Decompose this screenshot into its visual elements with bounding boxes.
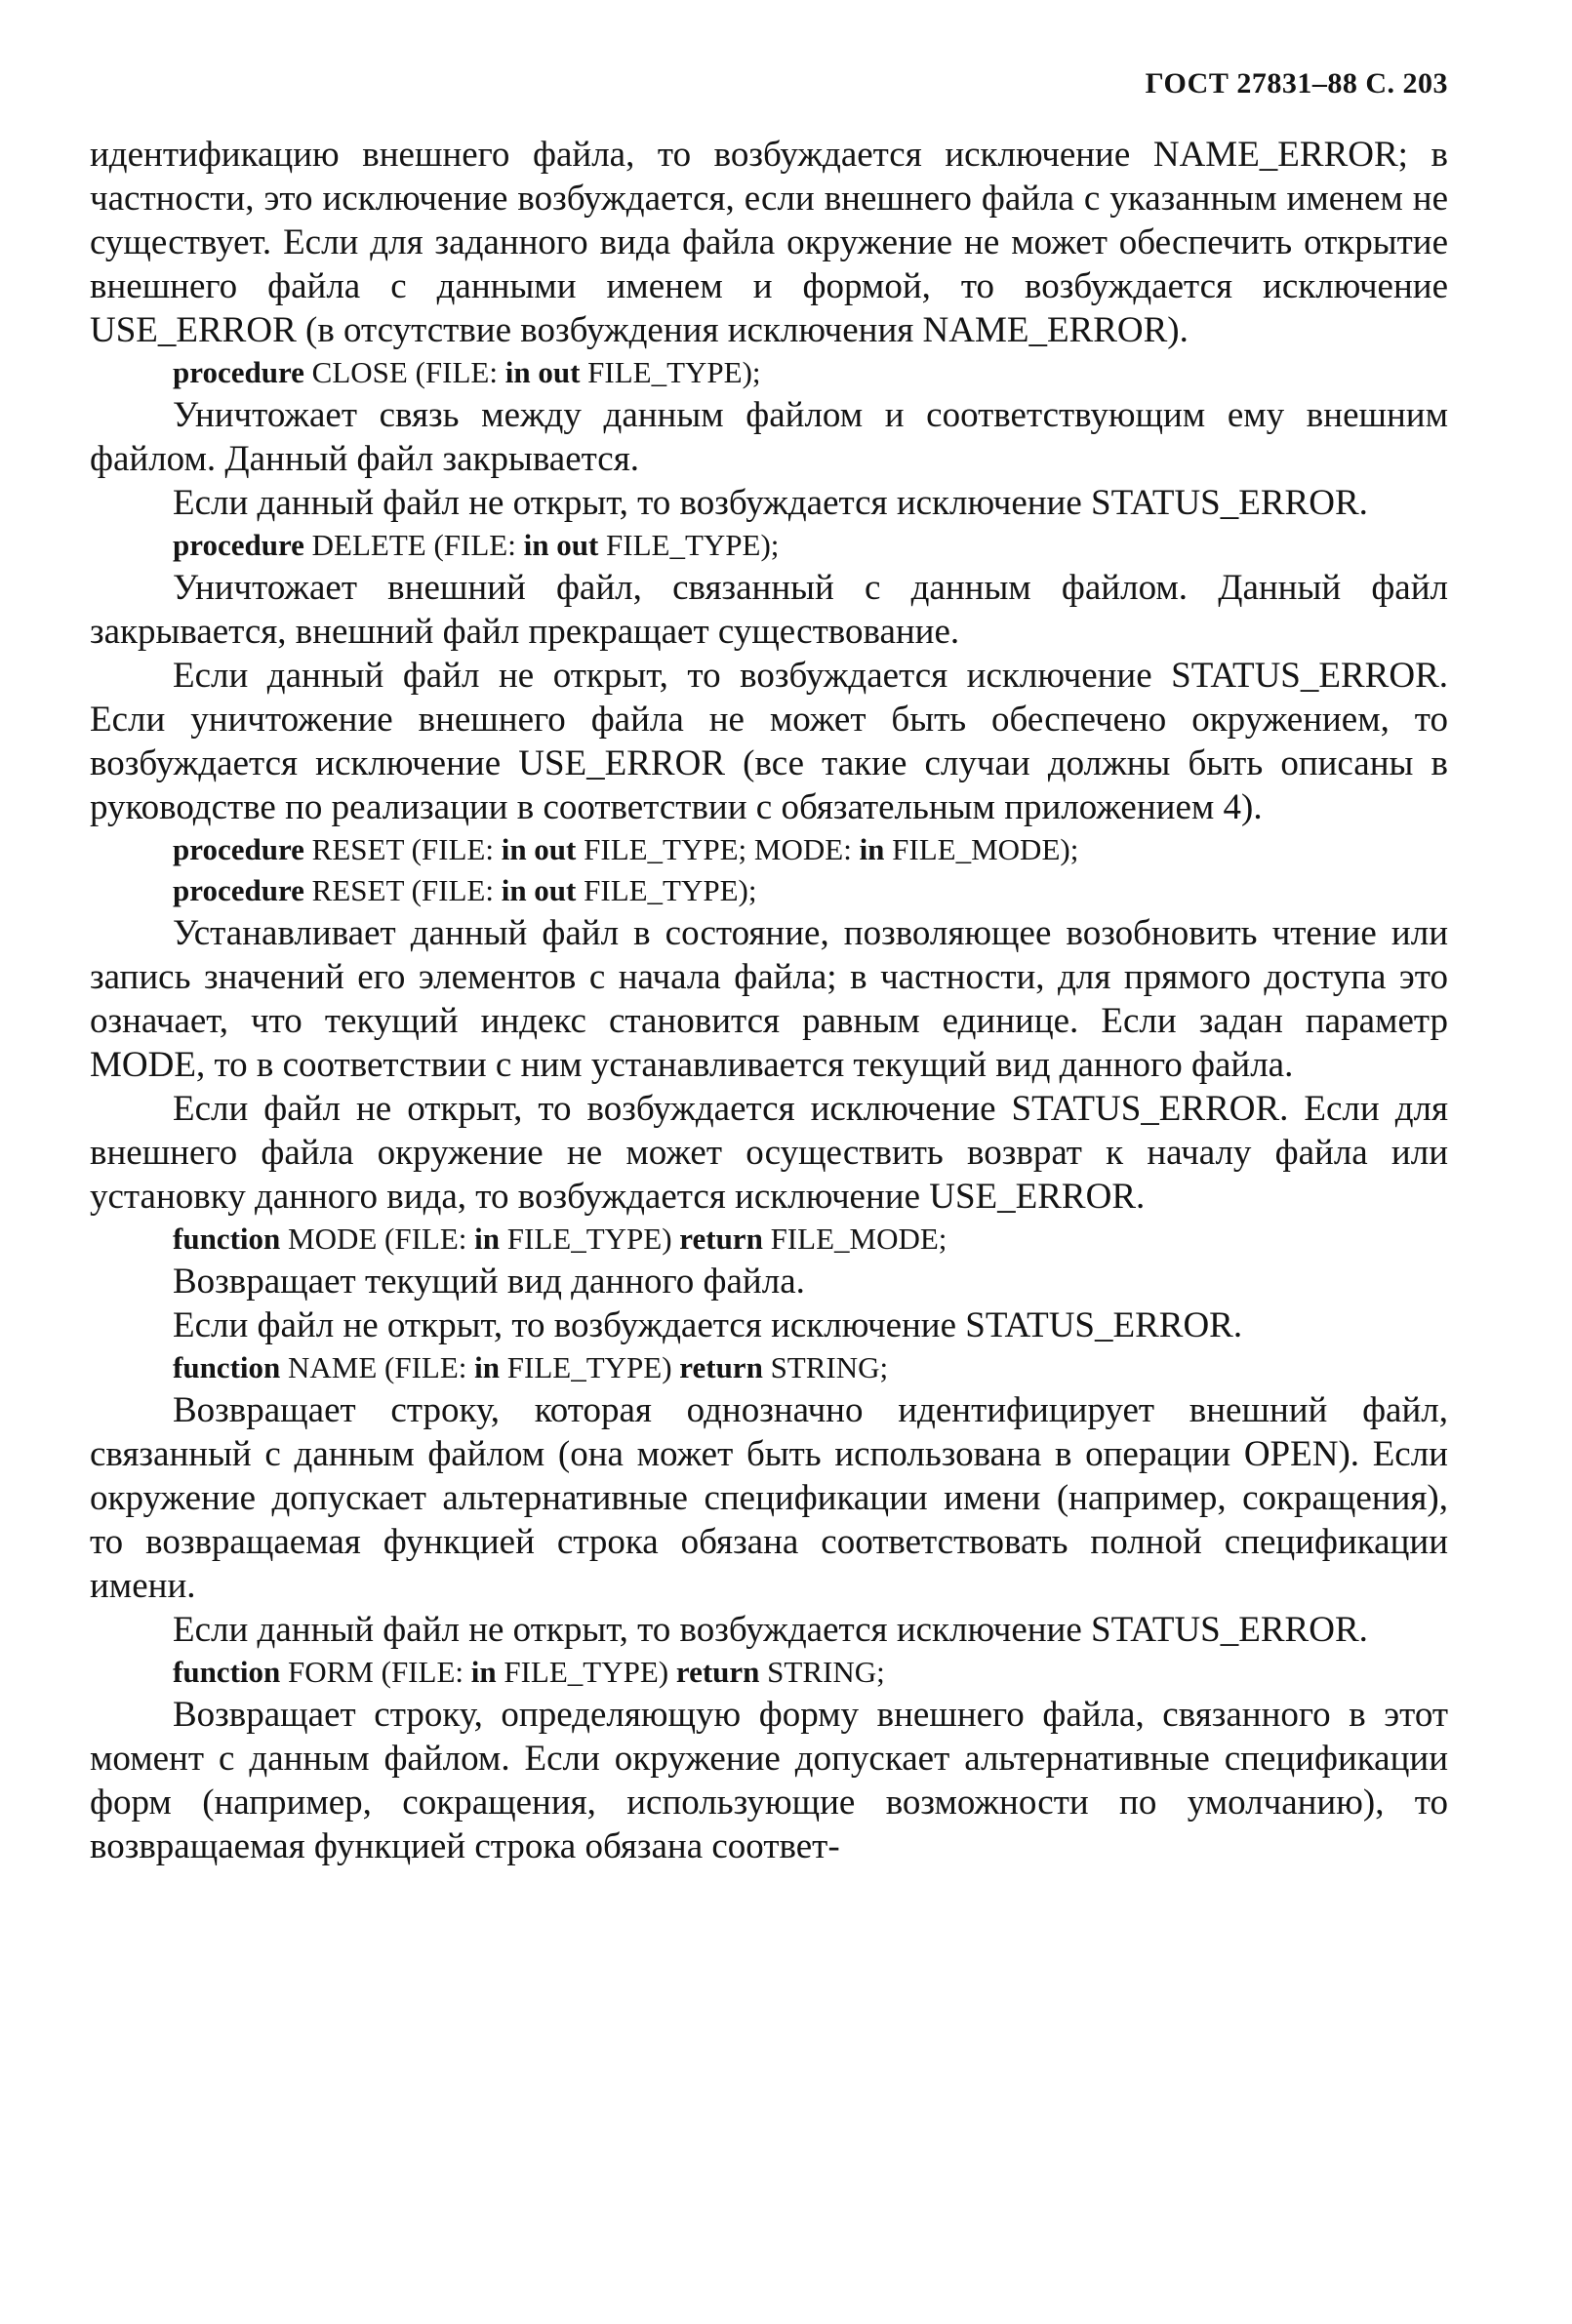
signature-text: FILE_MODE;: [762, 1222, 947, 1256]
subprogram-signature: [90, 352, 1448, 393]
keyword: procedure: [173, 528, 304, 562]
keyword: in out: [504, 355, 581, 389]
keyword: in: [859, 832, 885, 866]
keyword: in: [474, 1350, 501, 1384]
signature-text: FILE_TYPE);: [580, 355, 761, 389]
keyword: function: [173, 1655, 281, 1689]
paragraph: Если данный файл не открыт, то возбуждается исключение STATUS_ERROR.: [173, 1610, 1368, 1650]
signature-text: FILE_TYPE): [496, 1655, 676, 1689]
keyword: return: [675, 1655, 760, 1689]
paragraph: Уничтожает внешний файл, связанный с данным файлом. Данный файл закрывается, внешний файл прекращает существование.: [90, 568, 1448, 652]
paragraph: идентификацию внешнего файла, то возбуждается исключение NAME_ERROR; в частности, это исключение возбуждается, если внешнего файла с указанным именем не существует. Если для заданного вида файла окружение не может обеспечить открытие внешнего файла с данными именем и формой, то возбуждается исключение USE_ERROR (в отсутствие возбуждения исключения NAME_ERROR).: [90, 135, 1448, 350]
keyword: in: [470, 1655, 497, 1689]
paragraph: Возвращает строку, которая однозначно идентифицирует внешний файл, связанный с данным файлом (она может быть использована в операции OPEN). Если окружение допускает альтернативные спецификации имени (например, сокращения), то возвращаемая функцией строка обязана соответствовать полной спецификации имени.: [90, 1390, 1448, 1606]
keyword: in out: [501, 873, 577, 907]
keyword: procedure: [173, 355, 304, 389]
signature-text: RESET (FILE:: [303, 873, 502, 907]
signature-text: MODE (FILE:: [280, 1222, 475, 1256]
subprogram-signature: [90, 1652, 1448, 1693]
signature-text: FILE_TYPE): [500, 1350, 680, 1384]
paragraph: Возвращает строку, определяющую форму внешнего файла, связанного в этот момент с данным файлом. Если окружение допускает альтернативные спецификации форм (например, сокращения, использующие возможности по умолчанию), то возвращаемая функцией строка обязана соответ-: [90, 1695, 1448, 1866]
keyword: return: [679, 1222, 763, 1256]
paragraph: Если данный файл не открыт, то возбуждается исключение STATUS_ERROR. Если уничтожение внешнего файла не может быть обеспечено окружением, то возбуждается исключение USE_ERROR (все такие случаи должны быть описаны в руководстве по реализации в соответствии с обязательным приложением 4).: [90, 656, 1448, 827]
signature-text: STRING;: [759, 1655, 885, 1689]
signature-text: FILE_TYPE; MODE:: [576, 832, 860, 866]
signature-text: FILE_TYPE);: [598, 528, 780, 562]
signature-text: RESET (FILE:: [303, 832, 502, 866]
signature-text: FILE_MODE);: [884, 832, 1079, 866]
paragraph: Если файл не открыт, то возбуждается исключение STATUS_ERROR.: [173, 1305, 1243, 1345]
paragraph: Возвращает текущий вид данного файла.: [173, 1262, 805, 1302]
page-header: ГОСТ 27831–88 С. 203: [1145, 67, 1448, 100]
keyword: in: [474, 1222, 501, 1256]
paragraph: Уничтожает связь между данным файлом и соответствующим ему внешним файлом. Данный файл закрывается.: [90, 395, 1448, 479]
keyword: in out: [523, 528, 599, 562]
signature-text: FORM (FILE:: [280, 1655, 471, 1689]
keyword: procedure: [173, 873, 304, 907]
subprogram-signature: [90, 525, 1448, 566]
keyword: return: [679, 1350, 763, 1384]
keyword: function: [173, 1222, 281, 1256]
document-page: [90, 62, 1448, 1868]
signature-text: FILE_TYPE): [500, 1222, 680, 1256]
signature-text: NAME (FILE:: [280, 1350, 475, 1384]
signature-text: FILE_TYPE);: [576, 873, 757, 907]
signature-text: CLOSE (FILE:: [303, 355, 505, 389]
signature-text: DELETE (FILE:: [303, 528, 524, 562]
subprogram-signature: [90, 870, 1448, 911]
subprogram-signature: [90, 1219, 1448, 1260]
document-body: [90, 133, 1448, 1868]
signature-text: STRING;: [762, 1350, 889, 1384]
subprogram-signature: [90, 829, 1448, 870]
paragraph: Устанавливает данный файл в состояние, позволяющее возобновить чтение или запись значений его элементов с начала файла; в частности, для прямого доступа это означает, что текущий индекс становится равным единице. Если задан параметр MODE, то в соответствии с ним устанавливается текущий вид данного файла.: [90, 913, 1448, 1085]
keyword: procedure: [173, 832, 304, 866]
paragraph: Если данный файл не открыт, то возбуждается исключение STATUS_ERROR.: [173, 483, 1368, 523]
subprogram-signature: [90, 1347, 1448, 1388]
keyword: function: [173, 1350, 281, 1384]
keyword: in out: [501, 832, 577, 866]
paragraph: Если файл не открыт, то возбуждается исключение STATUS_ERROR. Если для внешнего файла окружение не может осуществить возврат к началу файла или установку данного вида, то возбуждается исключение USE_ERROR.: [90, 1089, 1448, 1217]
